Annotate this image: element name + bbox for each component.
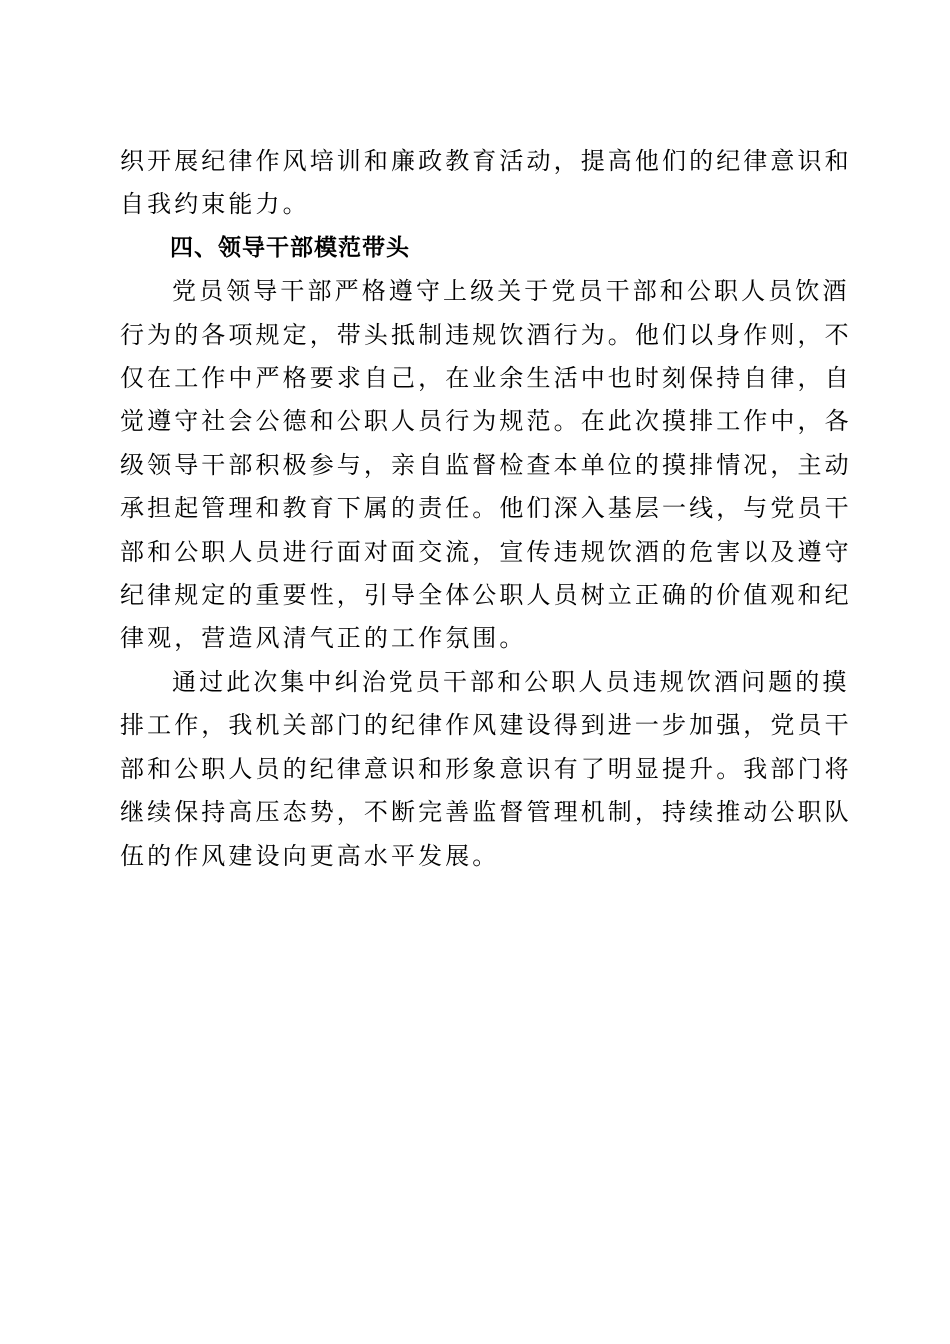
paragraph-line: 继续保持高压态势，不断完善监督管理机制，持续推动公职队: [120, 798, 852, 827]
paragraph-line: 承担起管理和教育下属的责任。他们深入基层一线，与党员干: [120, 494, 852, 523]
paragraph-line: 排工作，我机关部门的纪律作风建设得到进一步加强，党员干: [120, 711, 852, 740]
document-body: [120, 140, 852, 878]
paragraph-line: 律观，营造风清气正的工作氛围。: [120, 624, 527, 653]
paragraph-line: 觉遵守社会公德和公职人员行为规范。在此次摸排工作中，各: [120, 407, 852, 436]
section-heading: 四、领导干部模范带头: [170, 234, 410, 261]
paragraph-line: 通过此次集中纠治党员干部和公职人员违规饮酒问题的摸: [172, 667, 850, 696]
paragraph-line: 级领导干部积极参与，亲自监督检查本单位的摸排情况，主动: [120, 450, 852, 479]
paragraph-line: 部和公职人员进行面对面交流，宣传违规饮酒的危害以及遵守: [120, 537, 852, 566]
paragraph-line: 伍的作风建设向更高水平发展。: [120, 841, 500, 870]
paragraph-line: 仅在工作中严格要求自己，在业余生活中也时刻保持自律，自: [120, 364, 852, 393]
closing-paragraph: [120, 661, 852, 878]
paragraph-line: 自我约束能力。: [120, 190, 310, 219]
section-paragraph: [120, 270, 852, 661]
paragraph-line: 纪律规定的重要性，引导全体公职人员树立正确的价值观和纪: [120, 581, 852, 610]
intro-paragraph: [120, 140, 852, 227]
paragraph-line: 党员领导干部严格遵守上级关于党员干部和公职人员饮酒: [172, 277, 850, 306]
paragraph-line: 织开展纪律作风培训和廉政教育活动，提高他们的纪律意识和: [120, 147, 852, 175]
paragraph-line: 行为的各项规定，带头抵制违规饮酒行为。他们以身作则，不: [120, 320, 852, 349]
paragraph-line: 部和公职人员的纪律意识和形象意识有了明显提升。我部门将: [120, 754, 852, 783]
